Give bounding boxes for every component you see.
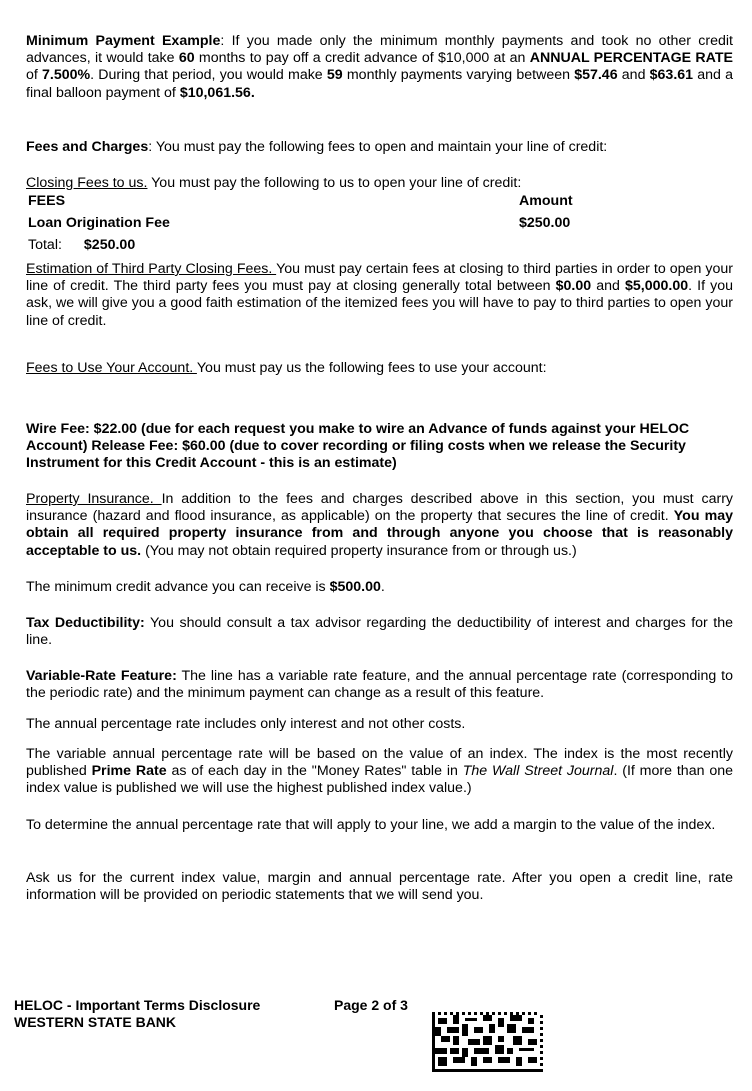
page-number: Page 2 of 3 <box>334 997 408 1013</box>
usage-fees: Wire Fee: $22.00 (due for each request you make to wire an Advance of funds against your HELOC Account) Release Fee: $60.00 (due to cover recording or filing costs when we release the Security Instrument for this Credit Account - this is an estimate) <box>26 421 690 472</box>
balloon-payment: $10,061.56. <box>179 84 255 101</box>
third-party-max: $5,000.00 <box>624 278 689 295</box>
datamatrix-barcode-icon <box>432 1012 543 1072</box>
property-insurance-label: Property Insurance. <box>26 491 162 507</box>
minimum-payment-example: Minimum Payment Example: If you made only the minimum monthly payments and took no other credit advances, it would take 60 months to pay off a credit advance of $10,000 at an ANNUAL PERCENTAGE RATE of 7.500%. During that period, you would make 59 monthly payments varying between $57.46 and $63.61 and a final balloon payment of $10,061.56. <box>26 33 734 101</box>
payments-count: 59 <box>326 67 343 84</box>
apr-value: 7.500% <box>42 67 91 84</box>
closing-fees-label: Closing Fees to us. <box>26 175 148 191</box>
variable-rate-label: Variable-Rate Feature: <box>26 668 177 684</box>
total-label: Total: <box>28 237 62 253</box>
insurance-bold-text: You may obtain all required property insurance from and through anyone you choose that is reasonably acceptable to us. <box>26 508 733 559</box>
minimum-advance-amount: $500.00 <box>329 579 381 595</box>
variable-rate-feature: Variable-Rate Feature: The line has a variable rate feature, and the annual percentage rate (corresponding to the periodic rate) and the minimum payment can change as a result of this feature. <box>26 668 733 702</box>
third-party-min: $0.00 <box>555 278 592 295</box>
apr-costs: The annual percentage rate includes only interest and not other costs. <box>26 716 466 732</box>
fee-name: Loan Origination Fee <box>28 215 170 231</box>
header-fees: FEES <box>28 193 66 209</box>
table-header <box>28 193 588 211</box>
minimum-payment-label: Minimum Payment Example <box>26 33 221 49</box>
fees-and-charges-label: Fees and Charges <box>26 139 149 155</box>
fee-amount: $250.00 <box>519 215 571 231</box>
fees-and-charges: Fees and Charges: You must pay the following fees to open and maintain your line of credit: <box>26 139 608 155</box>
third-party-label: Estimation of Third Party Closing Fees. <box>26 261 277 277</box>
header-amount: Amount <box>519 193 573 209</box>
prime-rate: Prime Rate <box>91 763 167 780</box>
fees-to-use-account: Fees to Use Your Account. You must pay us the following fees to use your account: <box>26 360 547 376</box>
max-payment: $63.61 <box>649 67 694 84</box>
min-payment: $57.46 <box>574 67 618 84</box>
doc-title: HELOC - Important Terms Disclosure <box>14 997 261 1013</box>
apr-label: ANNUAL PERCENTAGE RATE <box>529 50 733 67</box>
tax-deductibility: Tax Deductibility: You should consult a tax advisor regarding the deductibility of interest and charges for the line. <box>26 615 733 649</box>
index-description: The variable annual percentage rate will be based on the value of an index. The index is the most recently published Prime Rate as of each day in the "Money Rates" table in The Wall Street Journal. (If more than one index value is published we will use the highest published index value.) <box>26 746 733 797</box>
table-row <box>28 215 588 233</box>
fees-to-use-label: Fees to Use Your Account. <box>26 360 197 376</box>
tax-label: Tax Deductibility: <box>26 615 145 631</box>
property-insurance: Property Insurance. In addition to the fees and charges described above in this section, you must carry insurance (hazard and flood insurance, as applicable) on the property that secures the line of credit. You may obtain all required property insurance from and through anyone you choose that is reasonably acceptable to us. (You may not obtain required property insurance from or through us.) <box>26 491 734 559</box>
term-months: 60 <box>178 50 195 67</box>
total-value: $250.00 <box>83 237 136 253</box>
ask-us: Ask us for the current index value, margin and annual percentage rate. After you open a credit line, rate information will be provided on periodic statements that we will send you. <box>26 870 733 904</box>
wsj-title: The Wall Street Journal <box>462 763 614 780</box>
footer-left <box>14 997 260 1030</box>
margin-description: To determine the annual percentage rate that will apply to your line, we add a margin to the value of the index. <box>26 817 716 833</box>
third-party-fees: Estimation of Third Party Closing Fees. You must pay certain fees at closing to third parties in order to open your line of credit. The third party fees you must pay at closing generally total between $0.00 and $5,000.00. If you ask, we will give you a good faith estimation of the itemized fees you will have to pay to third parties to open your line of credit. <box>26 261 733 329</box>
minimum-credit-advance: The minimum credit advance you can receive is $500.00. <box>26 579 385 595</box>
fees-total <box>28 237 135 254</box>
closing-fees: Closing Fees to us. You must pay the following to us to open your line of credit: <box>26 175 522 191</box>
bank-name: WESTERN STATE BANK <box>14 1013 177 1030</box>
